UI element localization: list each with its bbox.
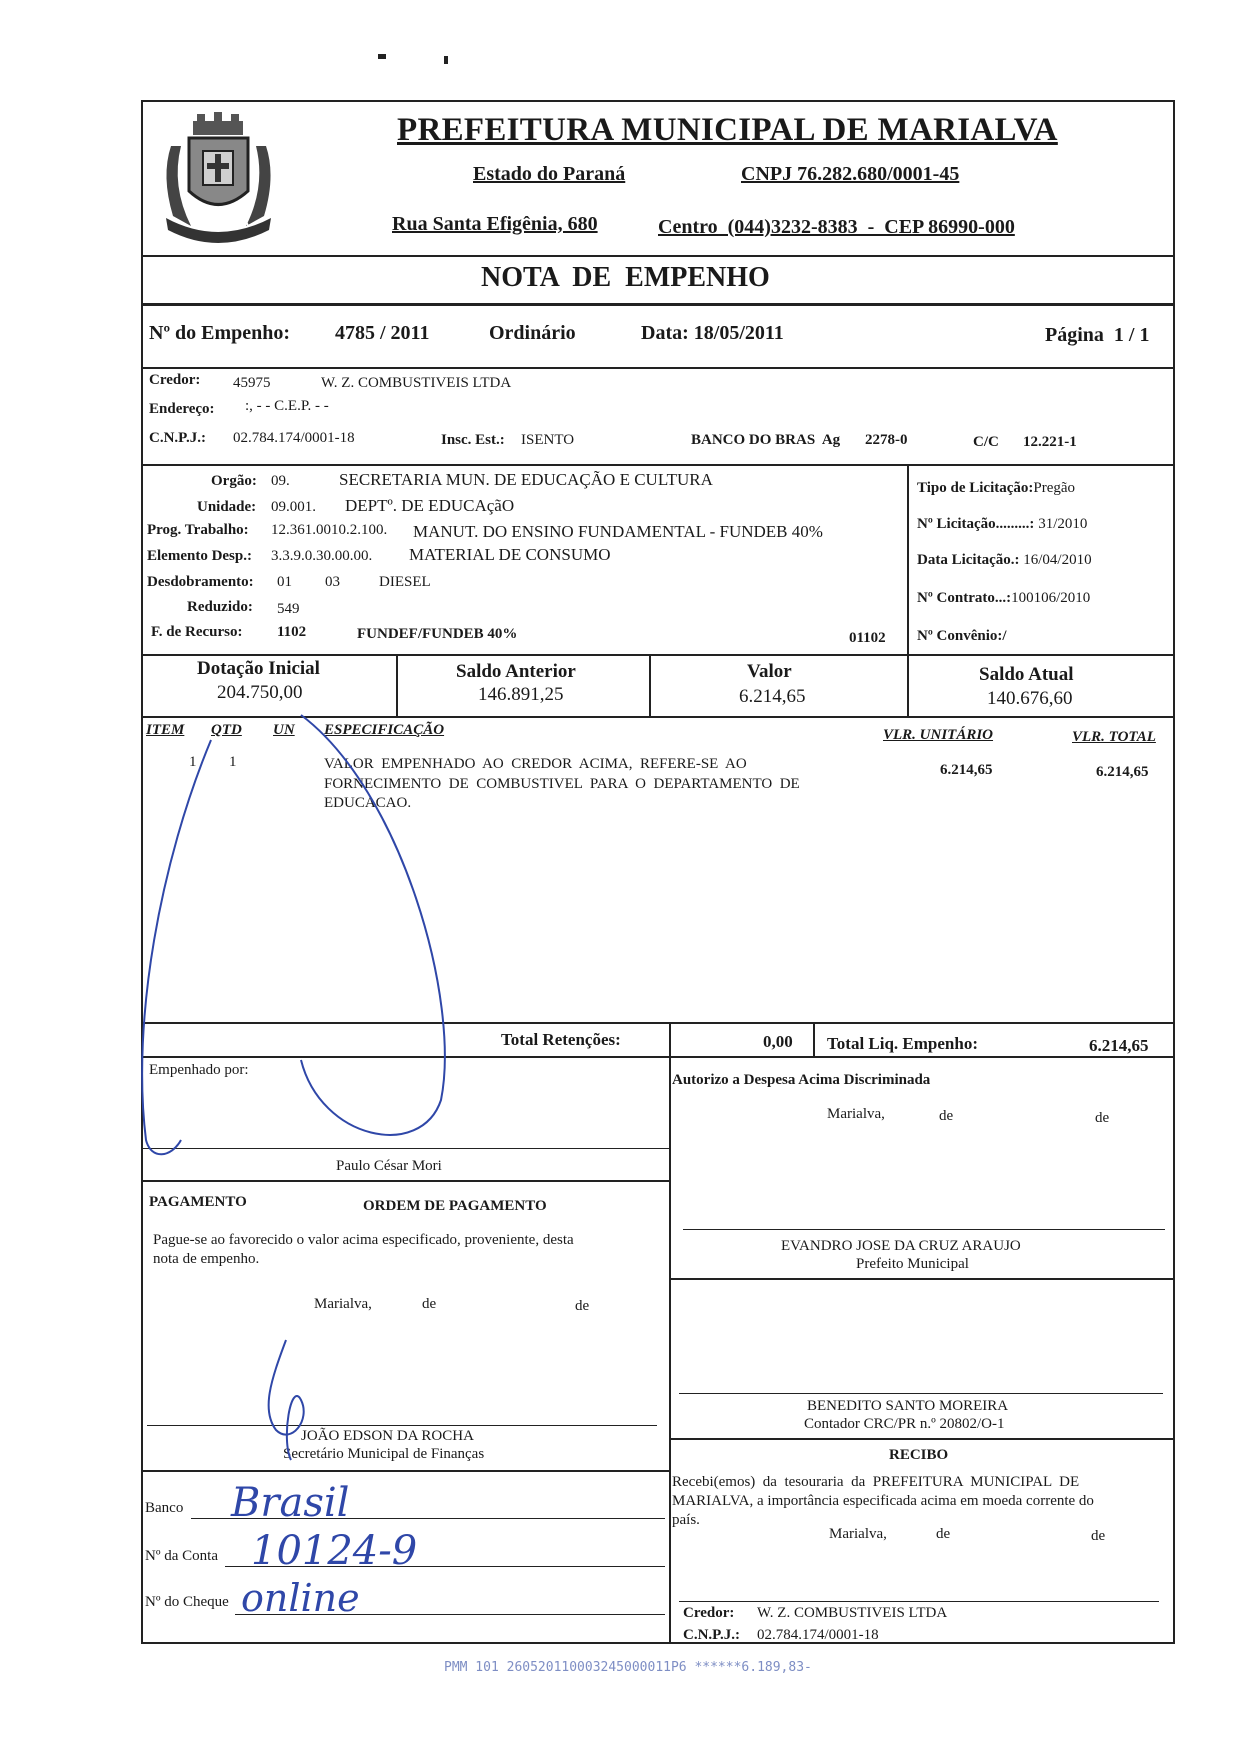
municipal-seal-icon [151, 106, 286, 246]
orgao-name: SECRETARIA MUN. DE EDUCAÇÃO E CULTURA [339, 470, 713, 489]
desdobramento-name: DIESEL [379, 574, 431, 590]
valor-label: Valor [747, 661, 792, 682]
empenho-number-label: Nº do Empenho: [149, 322, 291, 344]
saldo-atual-label: Saldo Atual [979, 664, 1074, 685]
item-spec-line-1: VALOR EMPENHADO AO CREDOR ACIMA, REFERE-SE AO [324, 756, 747, 772]
recibo-credor-label: Credor: [683, 1605, 735, 1621]
prefeito-role: Prefeito Municipal [856, 1256, 969, 1272]
saldo-atual-value: 140.676,60 [987, 688, 1073, 709]
secretario-role: Secretário Municipal de Finanças [283, 1446, 485, 1462]
item-spec-line-2: FORNECIMENTO DE COMBUSTIVEL PARA O DEPARTAMENTO DE [324, 776, 800, 792]
unidade-code: 09.001. [271, 499, 316, 515]
recurso-code: 1102 [277, 624, 307, 640]
insc-label: Insc. Est.: [441, 432, 505, 448]
recibo-de-2: de [1091, 1528, 1106, 1544]
cheque-handwritten: online [241, 1576, 360, 1620]
pagamento-label: PAGAMENTO [149, 1194, 247, 1210]
recibo-credor-value: W. Z. COMBUSTIVEIS LTDA [757, 1605, 948, 1621]
orgao-label: Orgão: [211, 473, 257, 489]
item-total-value: 6.214,65 [1096, 764, 1149, 780]
elemento-code: 3.3.9.0.30.00.00. [271, 548, 373, 564]
cc-label: C/C [973, 434, 999, 450]
licitacao-data-value: 16/04/2010 [1023, 552, 1092, 568]
document-title: NOTA DE EMPENHO [481, 262, 770, 293]
prog-label: Prog. Trabalho: [147, 522, 249, 538]
footer-stamp: PMM 101 260520110003245000011P6 ******6.189,83- [444, 1660, 812, 1675]
recibo-text-2: MARIALVA, a importância especificada acima em moeda corrente do [672, 1493, 1094, 1509]
recibo-text-1: Recebi(emos) da tesouraria da PREFEITURA MUNICIPAL DE [672, 1474, 1080, 1490]
autorizo-label: Autorizo a Despesa Acima Discriminada [672, 1072, 931, 1088]
conta-handwritten: 10124-9 [251, 1528, 418, 1574]
autorizo-de-2: de [1095, 1110, 1110, 1126]
empenho-type: Ordinário [489, 322, 576, 344]
col-qtd: QTD [211, 722, 242, 738]
recurso-ref: 01102 [849, 630, 886, 646]
pagamento-de-1: de [422, 1296, 437, 1312]
empenho-form [141, 100, 1175, 1644]
col-vlr-unitario: VLR. UNITÁRIO [883, 727, 994, 743]
col-item: ITEM [146, 722, 185, 738]
licitacao-numero-label [917, 516, 1087, 533]
saldo-anterior-label: Saldo Anterior [456, 661, 576, 682]
empenhado-label: Empenhado por: [149, 1062, 249, 1078]
empenhado-name: Paulo César Mori [336, 1158, 442, 1174]
cc-value: 12.221-1 [1023, 434, 1077, 450]
agency-value: 2278-0 [865, 432, 908, 448]
banco-handwritten: Brasil [231, 1480, 350, 1526]
licitacao-tipo-text: Tipo de Licitação: [917, 480, 1034, 496]
state-label: Estado do Paraná [473, 163, 626, 185]
desdobramento-a: 01 [277, 574, 292, 590]
licitacao-numero-value: 31/2010 [1038, 516, 1088, 532]
desdobramento-label: Desdobramento: [147, 574, 254, 590]
dotacao-value: 204.750,00 [217, 682, 303, 703]
empenho-date: Data: 18/05/2011 [641, 322, 784, 344]
seal-banner-text: MARIALVA [191, 219, 250, 229]
page-number: Página 1 / 1 [1045, 324, 1150, 346]
pagamento-text-2: nota de empenho. [153, 1251, 260, 1267]
contrato-value: 100106/2010 [1011, 590, 1091, 606]
contrato-label [917, 590, 1090, 607]
retencoes-value: 0,00 [763, 1032, 793, 1051]
autorizo-city: Marialva, [827, 1106, 885, 1122]
dotacao-label: Dotação Inicial [197, 658, 320, 679]
contador-name: BENEDITO SANTO MOREIRA [807, 1398, 1009, 1414]
pagamento-city: Marialva, [314, 1296, 372, 1312]
credor-name: W. Z. COMBUSTIVEIS LTDA [321, 375, 512, 391]
item-unit-value: 6.214,65 [940, 762, 993, 778]
desdobramento-b: 03 [325, 574, 340, 590]
address-field-value: :, - - C.E.P. - - [245, 398, 329, 414]
col-especificacao: ESPECIFICAÇÃO [324, 722, 445, 738]
page-title: PREFEITURA MUNICIPAL DE MARIALVA [397, 112, 1058, 148]
scan-mark [378, 54, 386, 59]
licitacao-numero-text: Nº Licitação.........: [917, 516, 1035, 532]
credor-cnpj-label: C.N.P.J.: [149, 430, 206, 446]
ordem-pagamento-label: ORDEM DE PAGAMENTO [363, 1198, 547, 1214]
pagamento-de-2: de [575, 1298, 590, 1314]
bank-label: BANCO DO BRAS Ag [691, 432, 841, 448]
recibo-cnpj-label: C.N.P.J.: [683, 1627, 740, 1643]
valor-value: 6.214,65 [739, 686, 806, 707]
recibo-cnpj-value: 02.784.174/0001-18 [757, 1627, 879, 1643]
cheque-label: Nº do Cheque [145, 1594, 229, 1610]
prefeito-name: EVANDRO JOSE DA CRUZ ARAUJO [781, 1238, 1021, 1254]
prog-code: 12.361.0010.2.100. [271, 522, 388, 538]
licitacao-data-label [917, 552, 1092, 569]
recibo-de-1: de [936, 1526, 951, 1542]
recibo-city: Marialva, [829, 1526, 887, 1542]
credor-cnpj-value: 02.784.174/0001-18 [233, 430, 355, 446]
elemento-name: MATERIAL DE CONSUMO [409, 545, 611, 564]
item-spec-line-3: EDUCACAO. [324, 795, 412, 811]
banco-label: Banco [145, 1500, 184, 1516]
recurso-label: F. de Recurso: [151, 624, 243, 640]
secretario-name: JOÃO EDSON DA ROCHA [301, 1428, 474, 1444]
licitacao-tipo-label [917, 480, 1075, 497]
col-vlr-total: VLR. TOTAL [1072, 729, 1156, 745]
licitacao-tipo-value: Pregão [1033, 480, 1076, 496]
credor-code: 45975 [233, 375, 271, 391]
address-label: Rua Santa Efigênia, 680 [392, 213, 598, 235]
orgao-code: 09. [271, 473, 290, 489]
contrato-text: Nº Contrato...: [917, 590, 1012, 606]
unidade-label: Unidade: [197, 499, 257, 515]
prog-name: MANUT. DO ENSINO FUNDAMENTAL - FUNDEB 40% [413, 522, 823, 541]
empenho-number: 4785 / 2011 [335, 322, 430, 344]
autorizo-de-1: de [939, 1108, 954, 1124]
elemento-label: Elemento Desp.: [147, 548, 252, 564]
contador-role: Contador CRC/PR n.º 20802/O-1 [804, 1416, 1005, 1432]
recurso-name: FUNDEF/FUNDEB 40% [357, 626, 518, 642]
item-number: 1 [189, 754, 197, 770]
recibo-text-3: país. [672, 1512, 700, 1528]
conta-label: Nº da Conta [145, 1548, 218, 1564]
liquido-label: Total Liq. Empenho: [827, 1034, 978, 1053]
credor-label: Credor: [149, 372, 201, 388]
address-field-label: Endereço: [149, 401, 215, 417]
convenio-label: Nº Convênio:/ [917, 628, 1007, 644]
liquido-value: 6.214,65 [1089, 1036, 1149, 1055]
col-un: UN [273, 722, 295, 738]
insc-value: ISENTO [521, 432, 575, 448]
district-phone-label: Centro (044)3232-8383 - CEP 86990-000 [658, 216, 1015, 238]
recibo-title: RECIBO [889, 1447, 949, 1463]
retencoes-label: Total Retenções: [501, 1030, 621, 1049]
saldo-anterior-value: 146.891,25 [478, 684, 564, 705]
reduzido-value: 549 [277, 601, 300, 617]
licitacao-data-text: Data Licitação.: [917, 552, 1020, 568]
reduzido-label: Reduzido: [187, 599, 253, 615]
scan-mark [444, 56, 448, 64]
cnpj-label: CNPJ 76.282.680/0001-45 [741, 163, 960, 185]
unidade-name: DEPTº. DE EDUCAçãO [345, 496, 515, 515]
pagamento-text-1: Pague-se ao favorecido o valor acima especificado, proveniente, desta [153, 1232, 574, 1248]
item-qtd: 1 [229, 754, 237, 770]
